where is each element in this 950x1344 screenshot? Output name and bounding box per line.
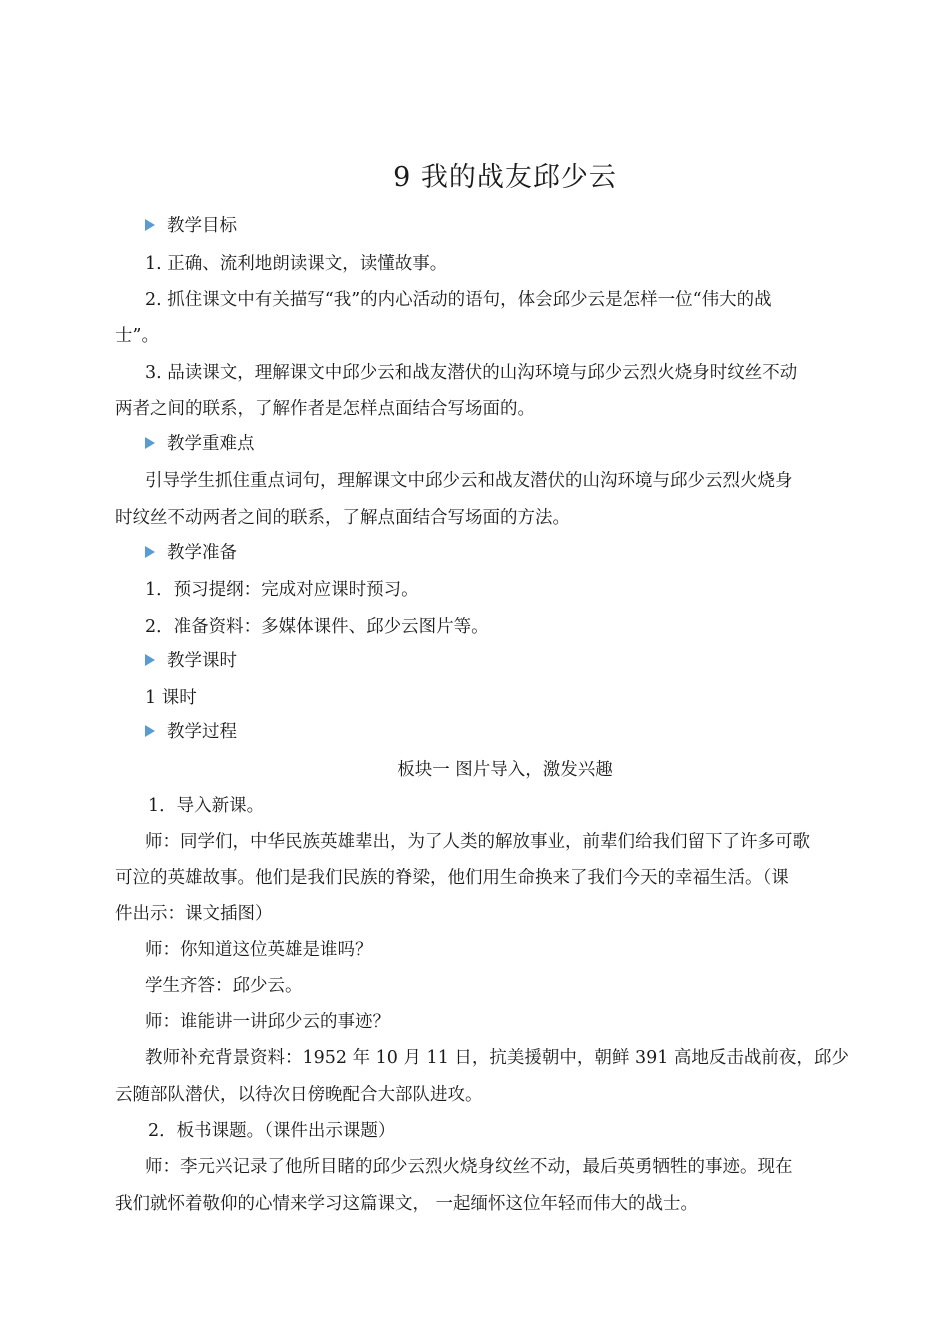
goal-3-line-1: 3. 品读课文，理解课文中邱少云和战友潜伏的山沟环境与邱少云烈火烧身时纹丝不动 [145, 363, 798, 383]
section-heading-label: 教学准备 [167, 543, 237, 563]
page-title: 9 我的战友邱少云 [393, 162, 617, 193]
triangle-bullet-icon [145, 219, 155, 231]
section-heading-label: 教学课时 [167, 651, 237, 671]
section-heading-process [145, 717, 237, 747]
section-heading-hours [145, 646, 237, 676]
teacher-line-2b: 我们就怀着敬仰的心情来学习这篇课文， 一起缅怀这位年轻而伟大的战士。 [115, 1194, 699, 1214]
section-heading-label: 教学过程 [167, 722, 237, 742]
triangle-bullet-icon [145, 654, 155, 666]
background-line-2: 云随部队潜伏，以待次日傍晚配合大部队进攻。 [115, 1085, 483, 1105]
prep-item-1: 1．预习提纲：完成对应课时预习。 [145, 580, 419, 600]
section-heading-key [145, 429, 255, 459]
section-heading-label: 教学目标 [167, 216, 237, 236]
teacher-question-2: 师：谁能讲一讲邱少云的事迹？ [145, 1012, 390, 1032]
triangle-bullet-icon [145, 546, 155, 558]
triangle-bullet-icon [145, 725, 155, 737]
key-line-2: 时纹丝不动两者之间的联系，了解点面结合写场面的方法。 [115, 508, 570, 528]
teacher-question-1: 师：你知道这位英雄是谁吗？ [145, 940, 373, 960]
student-answer-1: 学生齐答：邱少云。 [145, 976, 303, 996]
block-title: 板块一 图片导入，激发兴趣 [397, 760, 613, 780]
background-line-1: 教师补充背景资料：1952 年 10 月 11 日，抗美援朝中，朝鲜 391 高地反击战前夜，邱少 [145, 1048, 849, 1068]
goal-3-line-2: 两者之间的联系，了解作者是怎样点面结合写场面的。 [115, 399, 535, 419]
teacher-line-1b: 可泣的英雄故事。他们是我们民族的脊梁，他们用生命换来了我们今天的幸福生活。（课 [115, 868, 789, 888]
teacher-line-1a: 师：同学们，中华民族英雄辈出，为了人类的解放事业，前辈们给我们留下了许多可歌 [145, 832, 810, 852]
key-line-1: 引导学生抓住重点词句，理解课文中邱少云和战友潜伏的山沟环境与邱少云烈火烧身 [145, 471, 793, 491]
process-step-1: 1．导入新课。 [148, 796, 265, 816]
triangle-bullet-icon [145, 437, 155, 449]
section-heading-prep [145, 538, 237, 568]
prep-item-2: 2．准备资料：多媒体课件、邱少云图片等。 [145, 617, 489, 637]
teacher-line-2a: 师：李元兴记录了他所目睹的邱少云烈火烧身纹丝不动，最后英勇牺牲的事迹。现在 [145, 1157, 793, 1177]
goal-2-line-1: 2. 抓住课文中有关描写“我”的内心活动的语句，体会邱少云是怎样一位“伟大的战 [145, 290, 772, 310]
section-heading-label: 教学重难点 [167, 434, 255, 454]
teacher-line-1c: 件出示：课文插图） [115, 904, 273, 924]
process-step-2: 2．板书课题。（课件出示课题） [148, 1121, 396, 1141]
goal-1: 1. 正确、流利地朗读课文，读懂故事。 [145, 254, 448, 274]
section-heading-goals [145, 211, 237, 241]
hours-text: 1 课时 [145, 688, 197, 708]
goal-2-line-2: 士”。 [115, 326, 159, 346]
